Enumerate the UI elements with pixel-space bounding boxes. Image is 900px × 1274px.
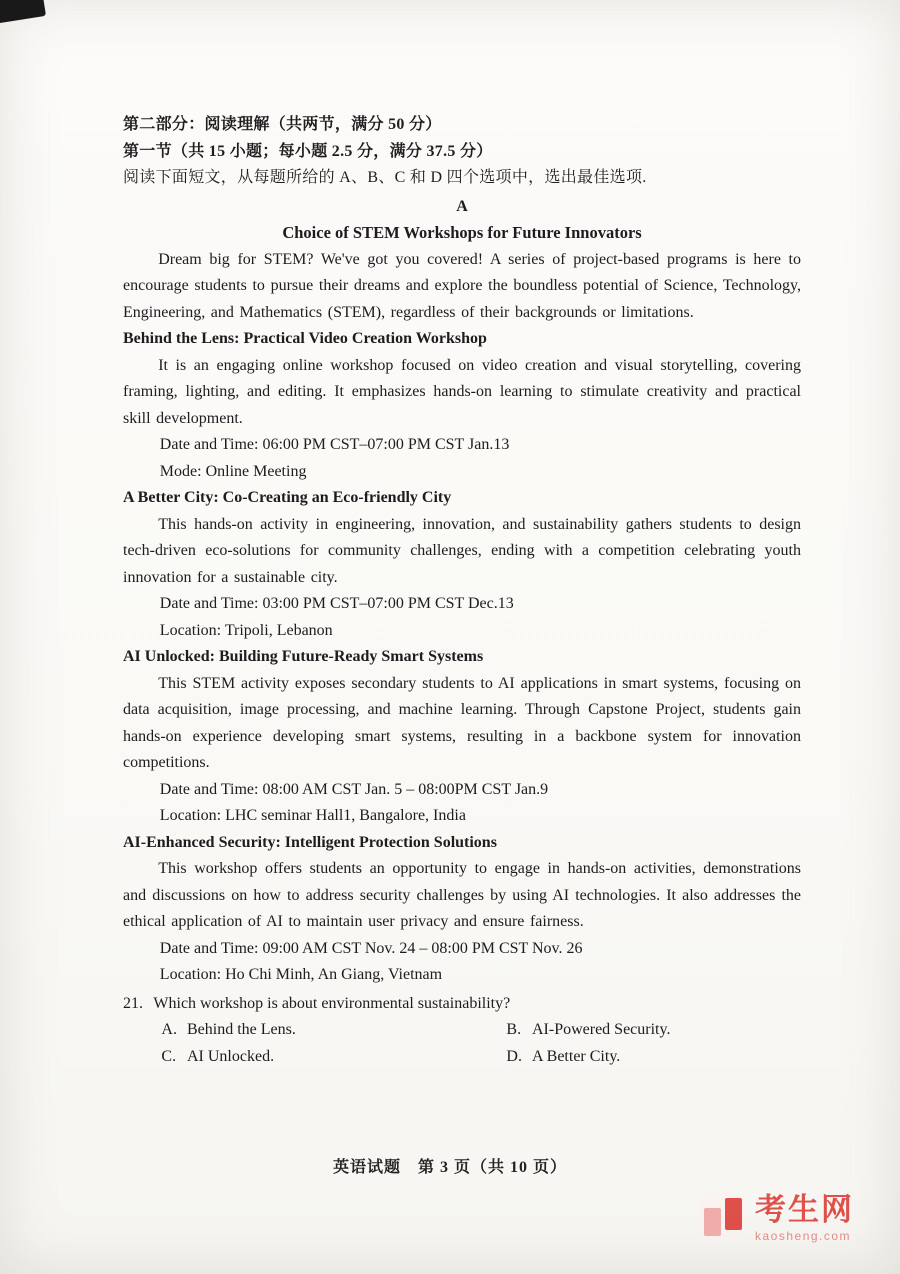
scan-corner-artifact bbox=[0, 0, 46, 24]
exam-content bbox=[123, 112, 801, 1070]
passage-letter: A bbox=[456, 197, 468, 215]
option-b-text: AI-Powered Security. bbox=[531, 1021, 671, 1038]
workshop-location-line: Location: LHC seminar Hall1, Bangalore, India bbox=[159, 807, 466, 824]
question-options bbox=[123, 1017, 801, 1070]
option-c-text: AI Unlocked. bbox=[186, 1047, 275, 1065]
workshop-description: This workshop offers students an opportunity to engage in hands-on activities, demonstrations and discussions on how to address security challenges by using AI technologies. It also addresses the ethical application of AI to maintain user privacy and ensure fairness. bbox=[123, 860, 801, 930]
workshop-date-line: Date and Time: 06:00 PM CST–07:00 PM CST Jan.13 bbox=[159, 436, 510, 453]
workshop-description: It is an engaging online workshop focused on video creation and visual storytelling, covering framing, lighting, and editing. It emphasizes hands-on learning to stimulate creativity and practical skill development. bbox=[123, 356, 801, 427]
option-b bbox=[506, 1017, 801, 1044]
option-d bbox=[506, 1044, 801, 1071]
section-instructions: 阅读下面短文，从每题所给的 A、B、C 和 D 四个选项中，选出最佳选项. bbox=[123, 169, 647, 186]
watermark-site-domain: kaosheng.com bbox=[755, 1229, 852, 1243]
question-number: 21. bbox=[123, 994, 143, 1012]
section-header-line-1: 第二部分：阅读理解（共两节，满分 50 分） bbox=[123, 116, 442, 133]
workshop-description: This STEM activity exposes secondary students to AI applications in smart systems, focusing on data acquisition, image processing, and machine learning. Through Capstone Project, students gain hands-on experience developing smart systems, resulting in a backbone system for innovation competitions. bbox=[123, 674, 801, 771]
option-c-label: C. bbox=[161, 1047, 177, 1065]
page-footer: 英语试题 第 3 页（共 10 页） bbox=[332, 1159, 567, 1176]
passage-title: Choice of STEM Workshops for Future Innovators bbox=[282, 223, 642, 242]
option-a bbox=[161, 1017, 506, 1044]
workshop-title: A Better City: Co-Creating an Eco-friendly City bbox=[123, 489, 452, 506]
workshop-location-line: Location: Tripoli, Lebanon bbox=[159, 621, 333, 639]
workshop-date-line: Date and Time: 03:00 PM CST–07:00 PM CST Dec.13 bbox=[159, 595, 514, 612]
option-b-label: B. bbox=[506, 1021, 522, 1038]
workshop-location-line: Location: Ho Chi Minh, An Giang, Vietnam bbox=[159, 966, 443, 983]
watermark-site-name: 考生网 bbox=[755, 1192, 854, 1227]
workshop-title: AI-Enhanced Security: Intelligent Protection Solutions bbox=[123, 833, 497, 851]
workshop-mode-line: Mode: Online Meeting bbox=[159, 462, 307, 480]
option-a-text: Behind the Lens. bbox=[186, 1021, 296, 1038]
workshop-title: Behind the Lens: Practical Video Creation Workshop bbox=[123, 330, 487, 347]
kaosheng-logo-icon bbox=[700, 1194, 746, 1240]
workshop-title: AI Unlocked: Building Future-Ready Smart Systems bbox=[123, 648, 484, 665]
intro-paragraph: Dream big for STEM? We've got you covered! A series of project-based programs is here to encourage students to pursue their dreams and explore the boundless potential of Science, Technology, Engineering, and Mathematics (STEM), regardless of their backgrounds or limitations. bbox=[123, 250, 801, 321]
option-d-label: D. bbox=[506, 1047, 522, 1065]
workshop-date-line: Date and Time: 09:00 AM CST Nov. 24 – 08:00 PM CST Nov. 26 bbox=[159, 939, 583, 957]
kaosheng-watermark bbox=[700, 1194, 854, 1242]
question-text: Which workshop is about environmental sustainability? bbox=[153, 994, 511, 1012]
option-c bbox=[161, 1044, 506, 1071]
question-21 bbox=[123, 991, 801, 1018]
section-header-line-2: 第一节（共 15 小题；每小题 2.5 分，满分 37.5 分） bbox=[123, 142, 493, 160]
option-d-text: A Better City. bbox=[531, 1047, 621, 1065]
workshop-description: This hands-on activity in engineering, innovation, and sustainability gathers students to design tech-driven eco-solutions for community challenges, ending with a competition celebrating youth innovation for a sustainable city. bbox=[123, 515, 801, 586]
workshop-date-line: Date and Time: 08:00 AM CST Jan. 5 – 08:00PM CST Jan.9 bbox=[159, 780, 549, 798]
option-a-label: A. bbox=[161, 1021, 177, 1038]
